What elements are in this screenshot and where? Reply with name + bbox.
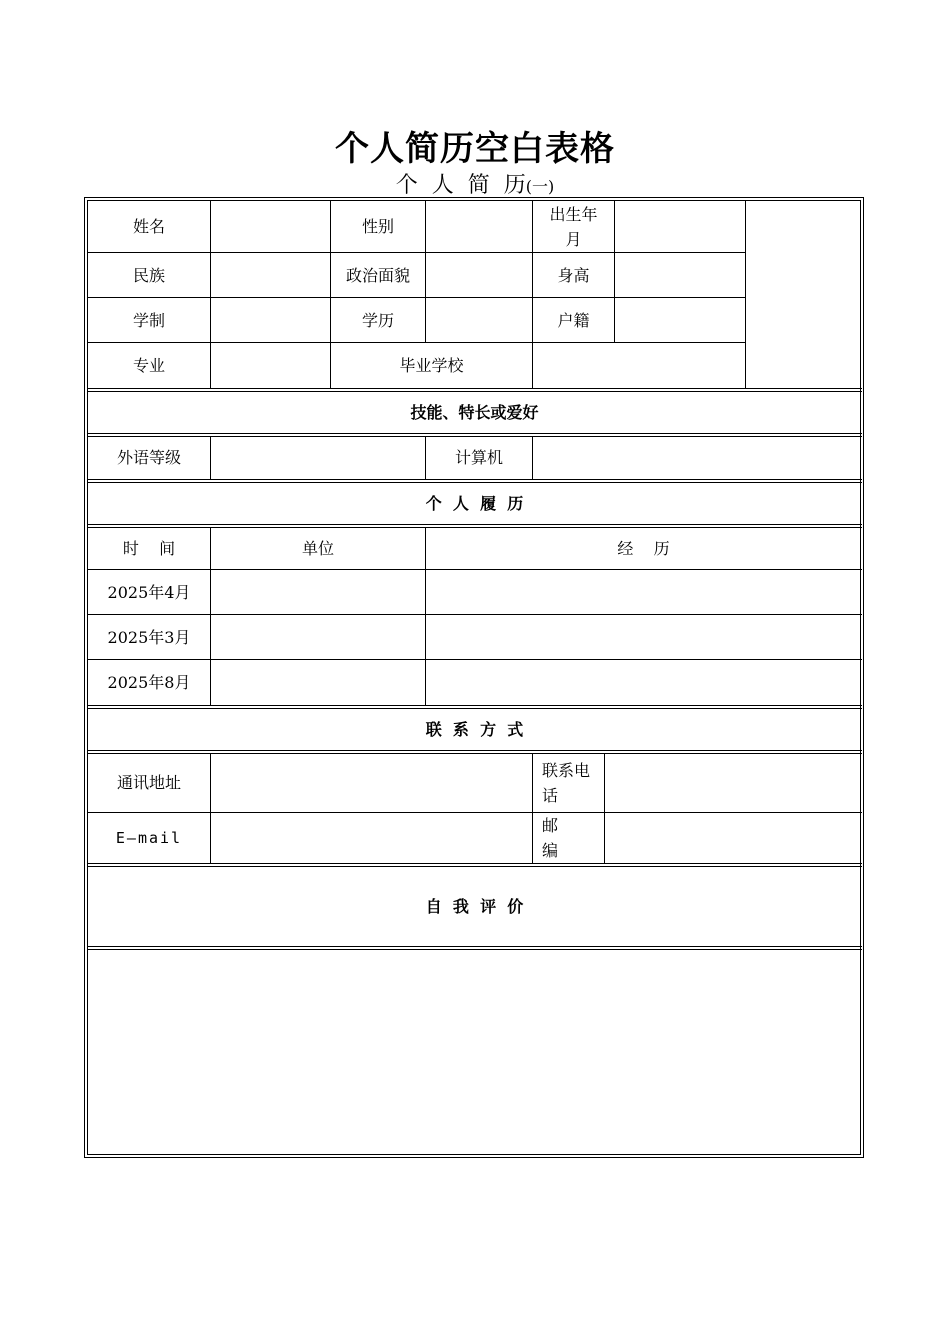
email-field[interactable]: [211, 813, 532, 863]
address-field[interactable]: [211, 753, 532, 812]
hukou-label: 户籍: [557, 310, 590, 330]
history-col-unit: 单位: [301, 538, 334, 558]
gender-label: 性别: [361, 217, 394, 236]
political-field[interactable]: [426, 253, 532, 297]
postcode-field[interactable]: [605, 813, 861, 863]
hukou-field[interactable]: [615, 298, 745, 342]
history-row-exp-field[interactable]: [426, 660, 861, 705]
subtitle-main: 个 人 简 历: [395, 173, 526, 198]
self-eval-header: 自 我 评 价: [425, 896, 524, 916]
postcode-label: 邮 编: [542, 816, 559, 860]
address-label: 通讯地址: [116, 773, 181, 792]
language-field[interactable]: [211, 436, 425, 479]
education-label: 学历: [361, 310, 394, 330]
political-label: 政治面貌: [345, 265, 410, 285]
skills-header: 技能、特长或爱好: [410, 402, 539, 422]
ethnicity-field[interactable]: [211, 253, 330, 297]
phone-label: 联系电 话: [542, 760, 591, 805]
birth-label: 出生年 月: [549, 204, 598, 249]
history-row-unit-field[interactable]: [211, 660, 425, 705]
name-field[interactable]: [211, 201, 330, 252]
history-row-exp-field[interactable]: [426, 570, 861, 614]
education-field[interactable]: [426, 298, 532, 342]
history-header: 个 人 履 历: [425, 493, 524, 513]
schooling-label: 学制: [132, 310, 165, 330]
schooling-field[interactable]: [211, 298, 330, 342]
contact-header: 联 系 方 式: [425, 719, 524, 739]
history-row-unit-field[interactable]: [211, 615, 425, 659]
subtitle-paren: (一): [525, 177, 555, 196]
page-title: 个人简历空白表格: [335, 129, 615, 169]
major-label: 专业: [132, 356, 165, 375]
history-row-time: 2025年8月: [107, 673, 191, 692]
photo-area[interactable]: [746, 201, 861, 389]
height-field[interactable]: [615, 253, 745, 297]
computer-field[interactable]: [533, 436, 861, 479]
major-field[interactable]: [211, 343, 330, 388]
birth-field[interactable]: [615, 201, 745, 252]
school-field[interactable]: [533, 343, 745, 388]
school-label: 毕业学校: [399, 356, 464, 375]
height-label: 身高: [557, 265, 590, 285]
history-row-unit-field[interactable]: [211, 570, 425, 614]
history-col-experience: 经 历: [617, 538, 670, 558]
phone-field[interactable]: [605, 753, 861, 812]
self-eval-field[interactable]: [88, 950, 861, 1153]
computer-label: 计算机: [454, 448, 503, 467]
history-row-exp-field[interactable]: [426, 615, 861, 659]
history-row-time: 2025年4月: [107, 582, 191, 602]
email-label: E—mail: [115, 828, 183, 847]
gender-field[interactable]: [426, 201, 532, 252]
ethnicity-label: 民族: [132, 265, 165, 285]
language-label: 外语等级: [116, 448, 181, 467]
history-row-time: 2025年3月: [107, 627, 191, 647]
history-col-time: 时 间: [122, 538, 176, 558]
name-label: 姓名: [132, 217, 165, 236]
